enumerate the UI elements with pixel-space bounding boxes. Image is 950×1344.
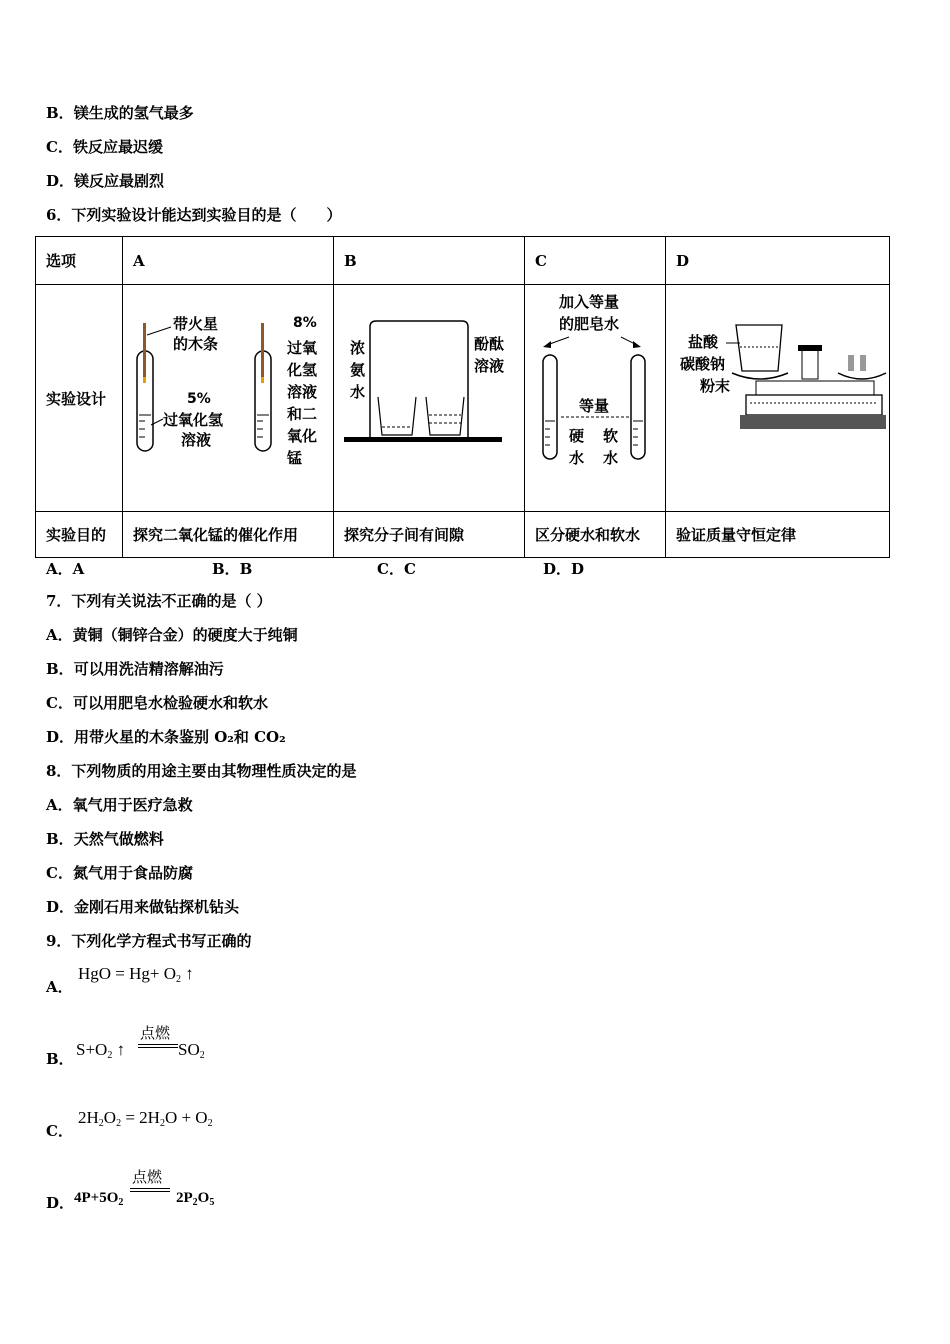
fig-a-text: 8% xyxy=(293,315,317,331)
header-c: C xyxy=(525,237,666,285)
condition-d: 点燃 xyxy=(132,1168,163,1186)
fig-a-text: 氧化 xyxy=(287,427,318,445)
figure-b-cell xyxy=(334,285,525,512)
fig-b-text: 溶液 xyxy=(474,357,505,375)
double-line-d xyxy=(130,1188,170,1192)
q6-option-d: D．D xyxy=(543,560,585,578)
fig-b-text: 酚酞 xyxy=(474,335,505,353)
q5-option-d: D．镁反应最剧烈 xyxy=(46,172,165,190)
fig-a-text: 带火星 xyxy=(173,315,219,333)
fig-a-text: 锰 xyxy=(287,449,303,467)
fig-a-text: 溶液 xyxy=(181,431,212,449)
header-option: 选项 xyxy=(36,237,123,285)
q6-option-a: A．A xyxy=(46,560,85,578)
goal-d: 验证质量守恒定律 xyxy=(666,512,890,558)
q9-stem: 9．下列化学方程式书写正确的 xyxy=(46,932,252,950)
double-line-b xyxy=(138,1044,178,1048)
q9-label-d: D． xyxy=(46,1194,75,1212)
figure-d-cell xyxy=(666,285,890,512)
q8-option-a: A．氧气用于医疗急救 xyxy=(46,796,193,814)
goal-c: 区分硬水和软水 xyxy=(525,512,666,558)
equation-a: HgO = $Hg+ O_2$ ↑ xyxy=(78,964,194,985)
fig-c-text: 等量 xyxy=(579,397,610,415)
q5-option-b: B．镁生成的氢气最多 xyxy=(46,104,194,122)
fig-b-text: 浓 xyxy=(350,339,366,357)
q6-table xyxy=(35,236,890,558)
figure-c-cell xyxy=(525,285,666,512)
q8-option-d: D．金刚石用来做钻探机钻头 xyxy=(46,898,240,916)
fig-d-text: 粉末 xyxy=(700,377,731,395)
fig-c-text: 水 xyxy=(603,449,619,467)
equation-b-product: $SO_2$ xyxy=(178,1040,205,1061)
fig-c-text: 的肥皂水 xyxy=(559,315,620,333)
fig-c-text: 软 xyxy=(603,427,619,445)
fig-a-text: 过氧化氢 xyxy=(163,411,224,429)
q9-label-c: C． xyxy=(46,1122,73,1140)
q9-label-a: A． xyxy=(46,978,73,996)
fig-b-text: 氨 xyxy=(350,361,366,379)
fig-a-text: 的木条 xyxy=(173,335,219,353)
goal-b: 探究分子间有间隙 xyxy=(334,512,525,558)
header-d: D xyxy=(666,237,890,285)
fig-a-text: 化氢 xyxy=(287,361,318,379)
figure-a-cell xyxy=(123,285,334,512)
fig-d-text: 盐酸 xyxy=(688,333,719,351)
design-label: 实验设计 xyxy=(36,285,123,512)
condition-b: 点燃 xyxy=(140,1024,171,1042)
fig-a-text: 和二 xyxy=(287,405,318,423)
fig-c-text: 水 xyxy=(569,449,585,467)
header-b: B xyxy=(334,237,525,285)
equation-c: $2H_2O_2 = 2H_2O + O_2$ xyxy=(78,1108,213,1129)
catalysis-figure xyxy=(123,285,333,507)
goal-a: 探究二氧化锰的催化作用 xyxy=(123,512,334,558)
q7-option-c: C．可以用肥皂水检验硬水和软水 xyxy=(46,694,268,712)
fig-a-text: 5% xyxy=(187,391,211,407)
q7-stem: 7．下列有关说法不正确的是（ ） xyxy=(46,592,272,610)
goal-label: 实验目的 xyxy=(36,512,123,558)
q7-option-a: A．黄铜（铜锌合金）的硬度大于纯铜 xyxy=(46,626,298,644)
q8-stem: 8．下列物质的用途主要由其物理性质决定的是 xyxy=(46,762,357,780)
q6-stem: 6．下列实验设计能达到实验目的是（ ） xyxy=(46,206,342,224)
fig-d-text: 碳酸钠 xyxy=(680,355,726,373)
fig-a-text: 过氧 xyxy=(287,339,318,357)
fig-a-text: 溶液 xyxy=(287,383,318,401)
q6-option-c: C．C xyxy=(377,560,416,578)
diffusion-figure xyxy=(334,285,524,507)
fig-c-text: 硬 xyxy=(569,427,585,445)
q9-label-b: B． xyxy=(46,1050,74,1068)
q6-option-b: B．B xyxy=(212,560,253,578)
fig-c-text: 加入等量 xyxy=(559,293,620,311)
equation-d-left: $4P+5O_2$ xyxy=(74,1190,124,1208)
q8-option-b: B．天然气做燃料 xyxy=(46,830,164,848)
hardness-figure xyxy=(525,285,665,507)
q5-option-c: C．铁反应最迟缓 xyxy=(46,138,163,156)
header-a: A xyxy=(123,237,334,285)
q8-option-c: C．氮气用于食品防腐 xyxy=(46,864,193,882)
equation-b: $S+O_2$ ↑ xyxy=(76,1040,126,1061)
q7-option-d: D．用带火星的木条鉴别 O₂和 CO₂ xyxy=(46,728,286,746)
fig-b-text: 水 xyxy=(350,383,366,401)
q7-option-b: B．可以用洗洁精溶解油污 xyxy=(46,660,224,678)
balance-figure xyxy=(666,285,888,507)
equation-d-right: $2P_2O_5$ xyxy=(176,1190,215,1208)
